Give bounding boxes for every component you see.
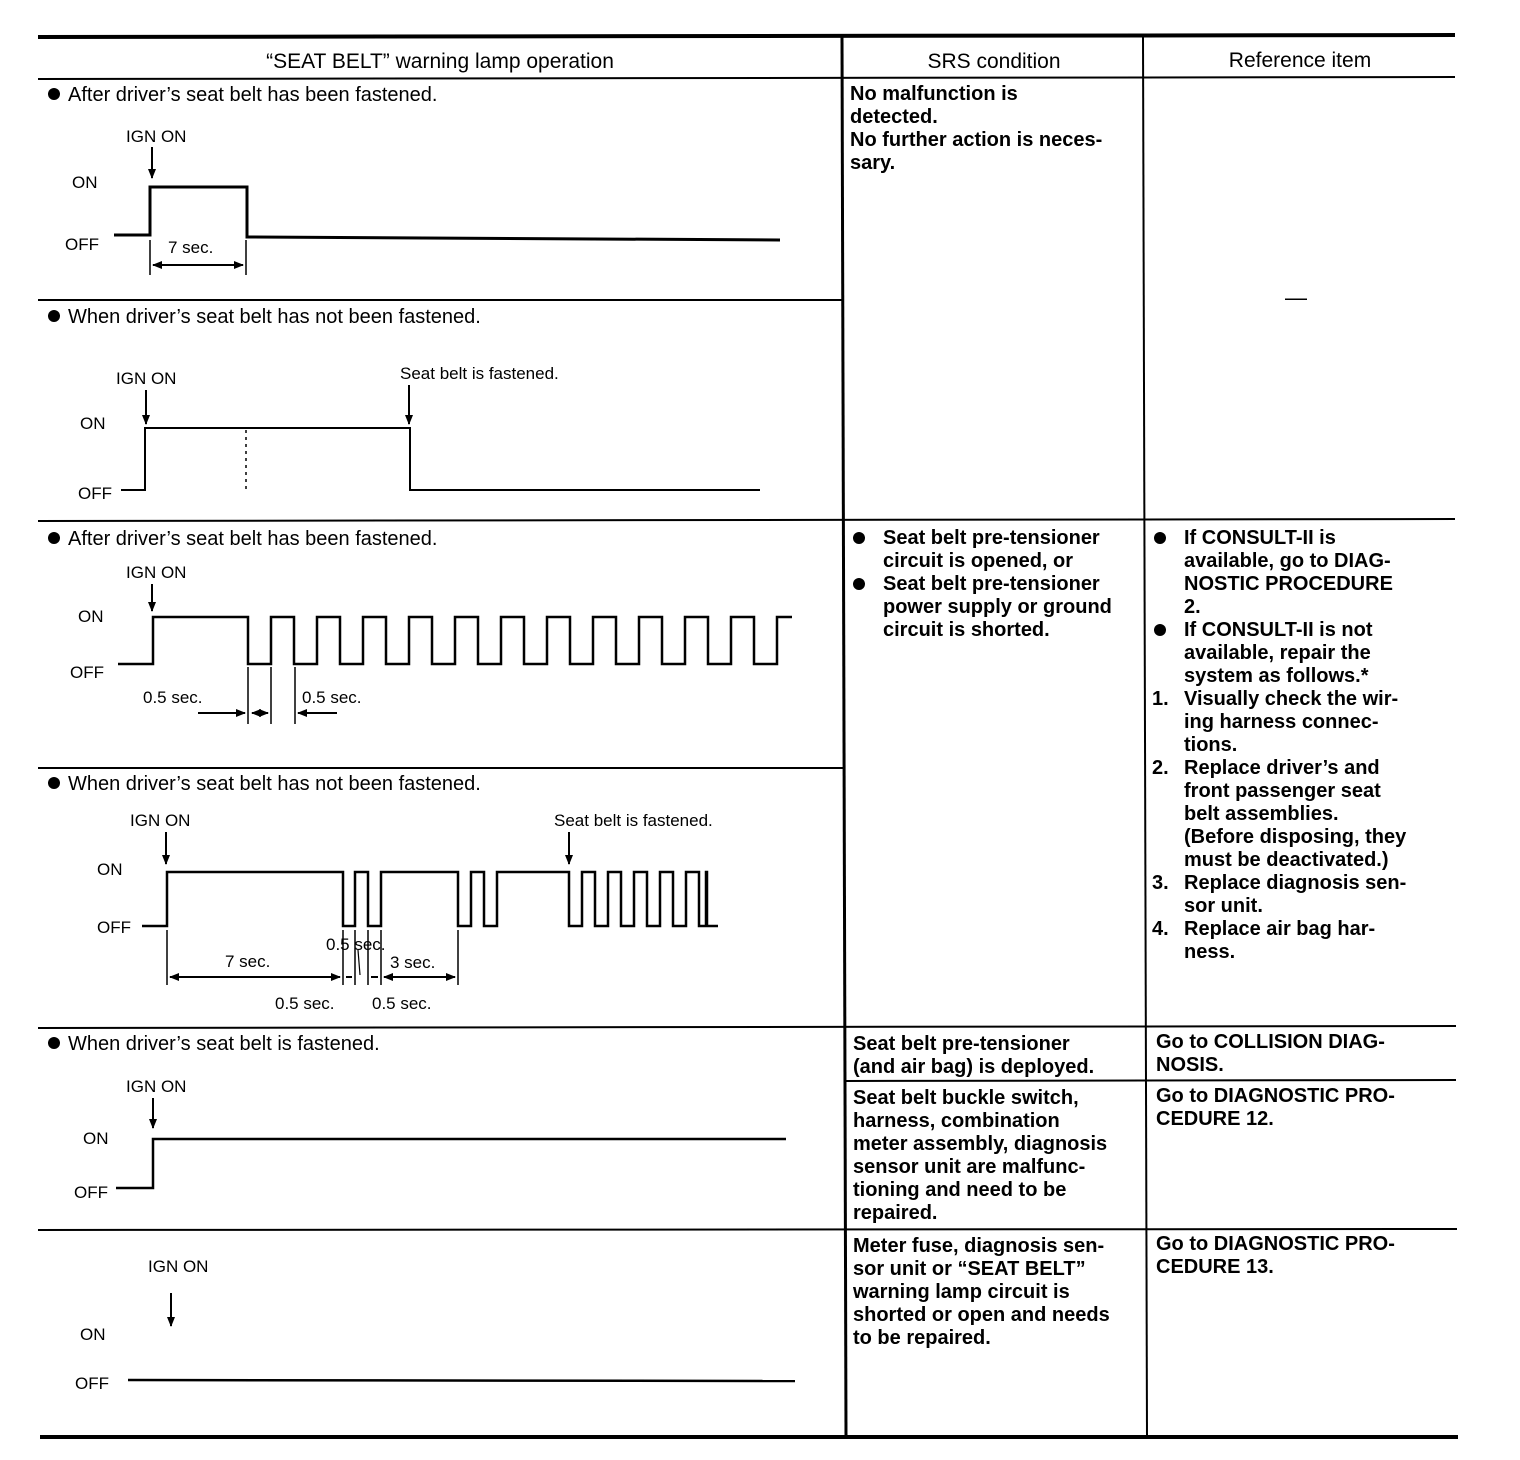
on-label: ON xyxy=(78,607,104,626)
off-label: OFF xyxy=(97,918,131,937)
case-caption: After driver’s seat belt has been fastened. xyxy=(48,528,437,551)
duration-label: 0.5 sec. xyxy=(326,935,386,954)
case-caption: When driver’s seat belt is fastened. xyxy=(48,1033,380,1056)
reference-row3b: Go to DIAGNOSTIC PRO- CEDURE 12. xyxy=(1156,1085,1395,1130)
reference-row3a: Go to COLLISION DIAG- NOSIS. xyxy=(1156,1031,1385,1076)
reference-step: 1. Visually check the wir- ing harness connec- tions. xyxy=(1152,688,1399,756)
timing-diagram-6 xyxy=(75,1257,795,1393)
signal-trace xyxy=(142,872,718,926)
srs-condition-row3b: Seat belt buckle switch, harness, combination meter assembly, diagnosis sensor unit are malfunc- tioning and need to be repaired. xyxy=(853,1087,1108,1224)
timing-diagram-2 xyxy=(78,364,760,503)
seat-belt-fastened-label: Seat belt is fastened. xyxy=(400,364,559,383)
case-caption: When driver’s seat belt has not been fastened. xyxy=(48,773,481,796)
duration-label: 3 sec. xyxy=(390,953,436,972)
ign-on-label: IGN ON xyxy=(126,563,187,582)
timing-diagram-4 xyxy=(97,811,718,1013)
reference-row2 xyxy=(1152,527,1406,964)
duration-label: 7 sec. xyxy=(168,238,214,257)
on-label: ON xyxy=(97,860,123,879)
off-label: OFF xyxy=(75,1374,109,1393)
reference-bullet: If CONSULT-II is available, go to DIAG- NOSTIC PROCEDURE 2. xyxy=(1152,527,1406,619)
signal-trace xyxy=(128,1380,795,1381)
ign-on-label: IGN ON xyxy=(116,369,177,388)
header-lamp-operation: “SEAT BELT” warning lamp operation xyxy=(266,50,614,73)
signal-trace xyxy=(118,617,792,664)
ign-on-label: IGN ON xyxy=(148,1257,209,1276)
header-srs-condition: SRS condition xyxy=(927,50,1061,73)
srs-condition-row3a: Seat belt pre-tensioner (and air bag) is deployed. xyxy=(853,1033,1095,1078)
srs-condition-row2: Seat belt pre-tensioner circuit is opened, or Seat belt pre-tensioner power supply or ground circuit is shorted. xyxy=(851,527,1112,642)
reference-row1: — xyxy=(1285,285,1307,310)
duration-label: 7 sec. xyxy=(225,952,271,971)
ign-on-label: IGN ON xyxy=(126,127,187,146)
on-label: ON xyxy=(80,1325,106,1344)
on-label: ON xyxy=(72,173,98,192)
case-caption: After driver’s seat belt has been fastened. xyxy=(48,84,437,107)
signal-trace xyxy=(121,428,760,490)
timing-diagram-1 xyxy=(65,127,780,275)
ign-on-label: IGN ON xyxy=(130,811,191,830)
reference-row4: Go to DIAGNOSTIC PRO- CEDURE 13. xyxy=(1156,1233,1395,1278)
ign-on-label: IGN ON xyxy=(126,1077,187,1096)
case-caption: When driver’s seat belt has not been fastened. xyxy=(48,306,481,329)
reference-step: 3. Replace diagnosis sen- sor unit. xyxy=(1152,872,1407,917)
duration-label: 0.5 sec. xyxy=(275,994,335,1013)
off-label: OFF xyxy=(70,663,104,682)
timing-diagram-3 xyxy=(70,563,792,724)
on-label: ON xyxy=(83,1129,109,1148)
on-label: ON xyxy=(80,414,106,433)
duration-label: 0.5 sec. xyxy=(143,688,203,707)
duration-label: 0.5 sec. xyxy=(372,994,432,1013)
timing-diagram-5 xyxy=(74,1077,786,1202)
duration-label: 0.5 sec. xyxy=(302,688,362,707)
header-reference-item: Reference item xyxy=(1228,49,1372,72)
signal-trace xyxy=(114,187,780,240)
srs-condition-row4: Meter fuse, diagnosis sen- sor unit or “SEAT BELT” warning lamp circuit is shorted or open and needs to be repaired. xyxy=(853,1235,1110,1349)
signal-trace xyxy=(116,1139,786,1188)
seat-belt-fastened-label: Seat belt is fastened. xyxy=(554,811,713,830)
off-label: OFF xyxy=(78,484,112,503)
off-label: OFF xyxy=(74,1183,108,1202)
srs-condition-row1: No malfunction is detected. No further action is neces- sary. xyxy=(850,83,1103,174)
reference-bullet: If CONSULT-II is not available, repair the system as follows.* xyxy=(1152,619,1406,688)
off-label: OFF xyxy=(65,235,99,254)
reference-step: 2. Replace driver’s and front passenger seat belt assemblies. (Before disposing, they must be deactivated.) xyxy=(1152,757,1407,871)
reference-step: 4. Replace air bag har- ness. xyxy=(1152,918,1376,963)
